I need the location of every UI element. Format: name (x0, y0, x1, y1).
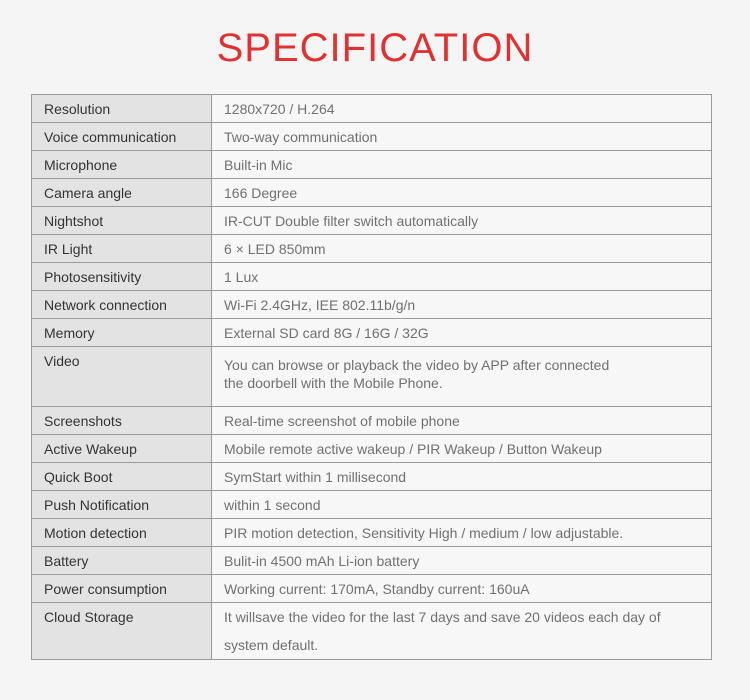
spec-label: Screenshots (32, 407, 212, 435)
spec-label: IR Light (32, 235, 212, 263)
spec-value: Wi-Fi 2.4GHz, IEE 802.11b/g/n (212, 291, 712, 319)
spec-label: Video (32, 347, 212, 407)
spec-value: Mobile remote active wakeup / PIR Wakeup / Button Wakeup (212, 435, 712, 463)
table-row (32, 519, 712, 547)
table-row (32, 235, 712, 263)
table-row (32, 347, 712, 407)
spec-value-line-2: system default. (224, 637, 319, 653)
spec-value: Two-way communication (212, 123, 712, 151)
table-row (32, 291, 712, 319)
table-row (32, 575, 712, 603)
table-row (32, 547, 712, 575)
spec-value: Bulit-in 4500 mAh Li-ion battery (212, 547, 712, 575)
spec-label: Push Notification (32, 491, 212, 519)
spec-label: Camera angle (32, 179, 212, 207)
spec-value: 6 × LED 850mm (212, 235, 712, 263)
spec-label: Network connection (32, 291, 212, 319)
spec-label: Photosensitivity (32, 263, 212, 291)
spec-label: Motion detection (32, 519, 212, 547)
table-row (32, 95, 712, 123)
table-row (32, 123, 712, 151)
spec-value-line-2: the doorbell with the Mobile Phone. (224, 375, 443, 391)
table-row (32, 319, 712, 347)
spec-label: Memory (32, 319, 212, 347)
spec-label: Resolution (32, 95, 212, 123)
spec-label: Voice communication (32, 123, 212, 151)
spec-value: Working current: 170mA, Standby current: 160uA (212, 575, 712, 603)
spec-label: Microphone (32, 151, 212, 179)
table-row (32, 463, 712, 491)
spec-value: PIR motion detection, Sensitivity High / medium / low adjustable. (212, 519, 712, 547)
specification-table (31, 94, 712, 660)
table-row (32, 407, 712, 435)
table-row (32, 151, 712, 179)
spec-label: Active Wakeup (32, 435, 212, 463)
spec-value: IR-CUT Double filter switch automatically (212, 207, 712, 235)
spec-value: within 1 second (212, 491, 712, 519)
table-row (32, 263, 712, 291)
spec-label: Power consumption (32, 575, 212, 603)
spec-value: External SD card 8G / 16G / 32G (212, 319, 712, 347)
spec-value (212, 347, 712, 407)
table-row (32, 491, 712, 519)
spec-value: 166 Degree (212, 179, 712, 207)
spec-value: Built-in Mic (212, 151, 712, 179)
table-row (32, 207, 712, 235)
spec-label: Battery (32, 547, 212, 575)
table-row (32, 435, 712, 463)
spec-value-line-1: It willsave the video for the last 7 days and save 20 videos each day of (224, 609, 661, 625)
spec-label: Cloud Storage (32, 603, 212, 660)
table-row (32, 179, 712, 207)
spec-value: 1280x720 / H.264 (212, 95, 712, 123)
page-title: SPECIFICATION (216, 26, 534, 70)
spec-label: Quick Boot (32, 463, 212, 491)
spec-value (212, 603, 712, 660)
spec-value: Real-time screenshot of mobile phone (212, 407, 712, 435)
spec-value: 1 Lux (212, 263, 712, 291)
table-row (32, 603, 712, 660)
spec-value-line-1: You can browse or playback the video by APP after connected (224, 357, 610, 373)
spec-label: Nightshot (32, 207, 212, 235)
spec-value: SymStart within 1 millisecond (212, 463, 712, 491)
